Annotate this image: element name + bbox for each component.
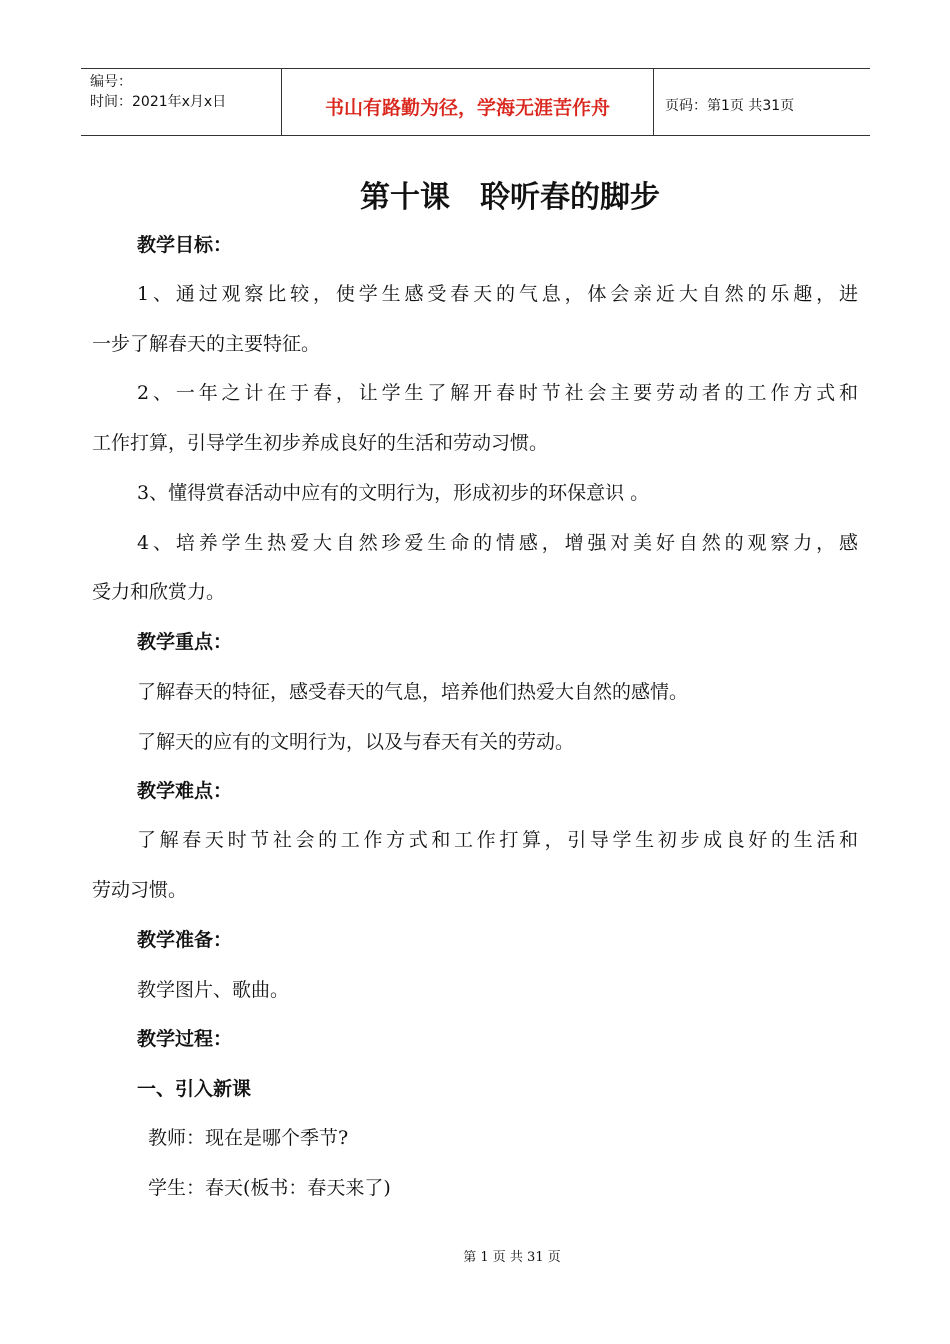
objective-1-line-2: 一步了解春天的主要特征。 xyxy=(92,333,321,355)
objective-4-line-1: 4、培养学生热爱大自然珍爱生命的情感，增强对美好自然的观察力，感 xyxy=(137,532,858,554)
document-number-label: 编号： xyxy=(90,74,132,90)
dialog-teacher: 教师：现在是哪个季节? xyxy=(148,1127,349,1149)
difficulty-line-2: 劳动习惯。 xyxy=(92,879,188,901)
header-page-info: 页码：第1页 共31页 xyxy=(665,98,795,114)
section-1-heading: 一、引入新课 xyxy=(137,1078,252,1100)
document-time-label: 时间：2021年x月x日 xyxy=(90,94,227,110)
header-info-cell xyxy=(81,69,282,135)
objective-1-line-1: 1、通过观察比较，使学生感受春天的气息，体会亲近大自然的乐趣，进 xyxy=(137,283,858,305)
header-motto: 书山有路勤为径，学海无涯苦作舟 xyxy=(324,97,610,119)
header-page-cell xyxy=(654,69,870,135)
header-motto-cell xyxy=(282,69,654,135)
key-point-2: 了解天的应有的文明行为，以及与春天有关的劳动。 xyxy=(137,731,575,753)
key-point-1: 了解春天的特征，感受春天的气息，培养他们热爱大自然的感情。 xyxy=(137,681,689,703)
key-points-heading: 教学重点： xyxy=(137,631,233,653)
objective-4-line-2: 受力和欣赏力。 xyxy=(92,581,226,603)
objective-2-line-2: 工作打算，引导学生初步养成良好的生活和劳动习惯。 xyxy=(92,432,549,454)
objective-3: 3、懂得赏春活动中应有的文明行为，形成初步的环保意识 。 xyxy=(137,482,650,504)
process-heading: 教学过程： xyxy=(137,1028,233,1050)
header-table xyxy=(81,68,870,136)
dialog-student: 学生：春天(板书：春天来了) xyxy=(148,1177,391,1199)
difficulties-heading: 教学难点： xyxy=(137,780,233,802)
difficulty-line-1: 了解春天时节社会的工作方式和工作打算，引导学生初步成良好的生活和 xyxy=(137,829,858,851)
preparation-heading: 教学准备： xyxy=(137,929,233,951)
objective-2-line-1: 2、一年之计在于春，让学生了解开春时节社会主要劳动者的工作方式和 xyxy=(137,382,858,404)
lesson-title: 第十课 聆听春的脚步 xyxy=(360,180,660,215)
preparation-line: 教学图片、歌曲。 xyxy=(137,979,290,1001)
objectives-heading: 教学目标： xyxy=(137,234,233,256)
page-footer: 第 1 页 共 31 页 xyxy=(463,1250,561,1265)
